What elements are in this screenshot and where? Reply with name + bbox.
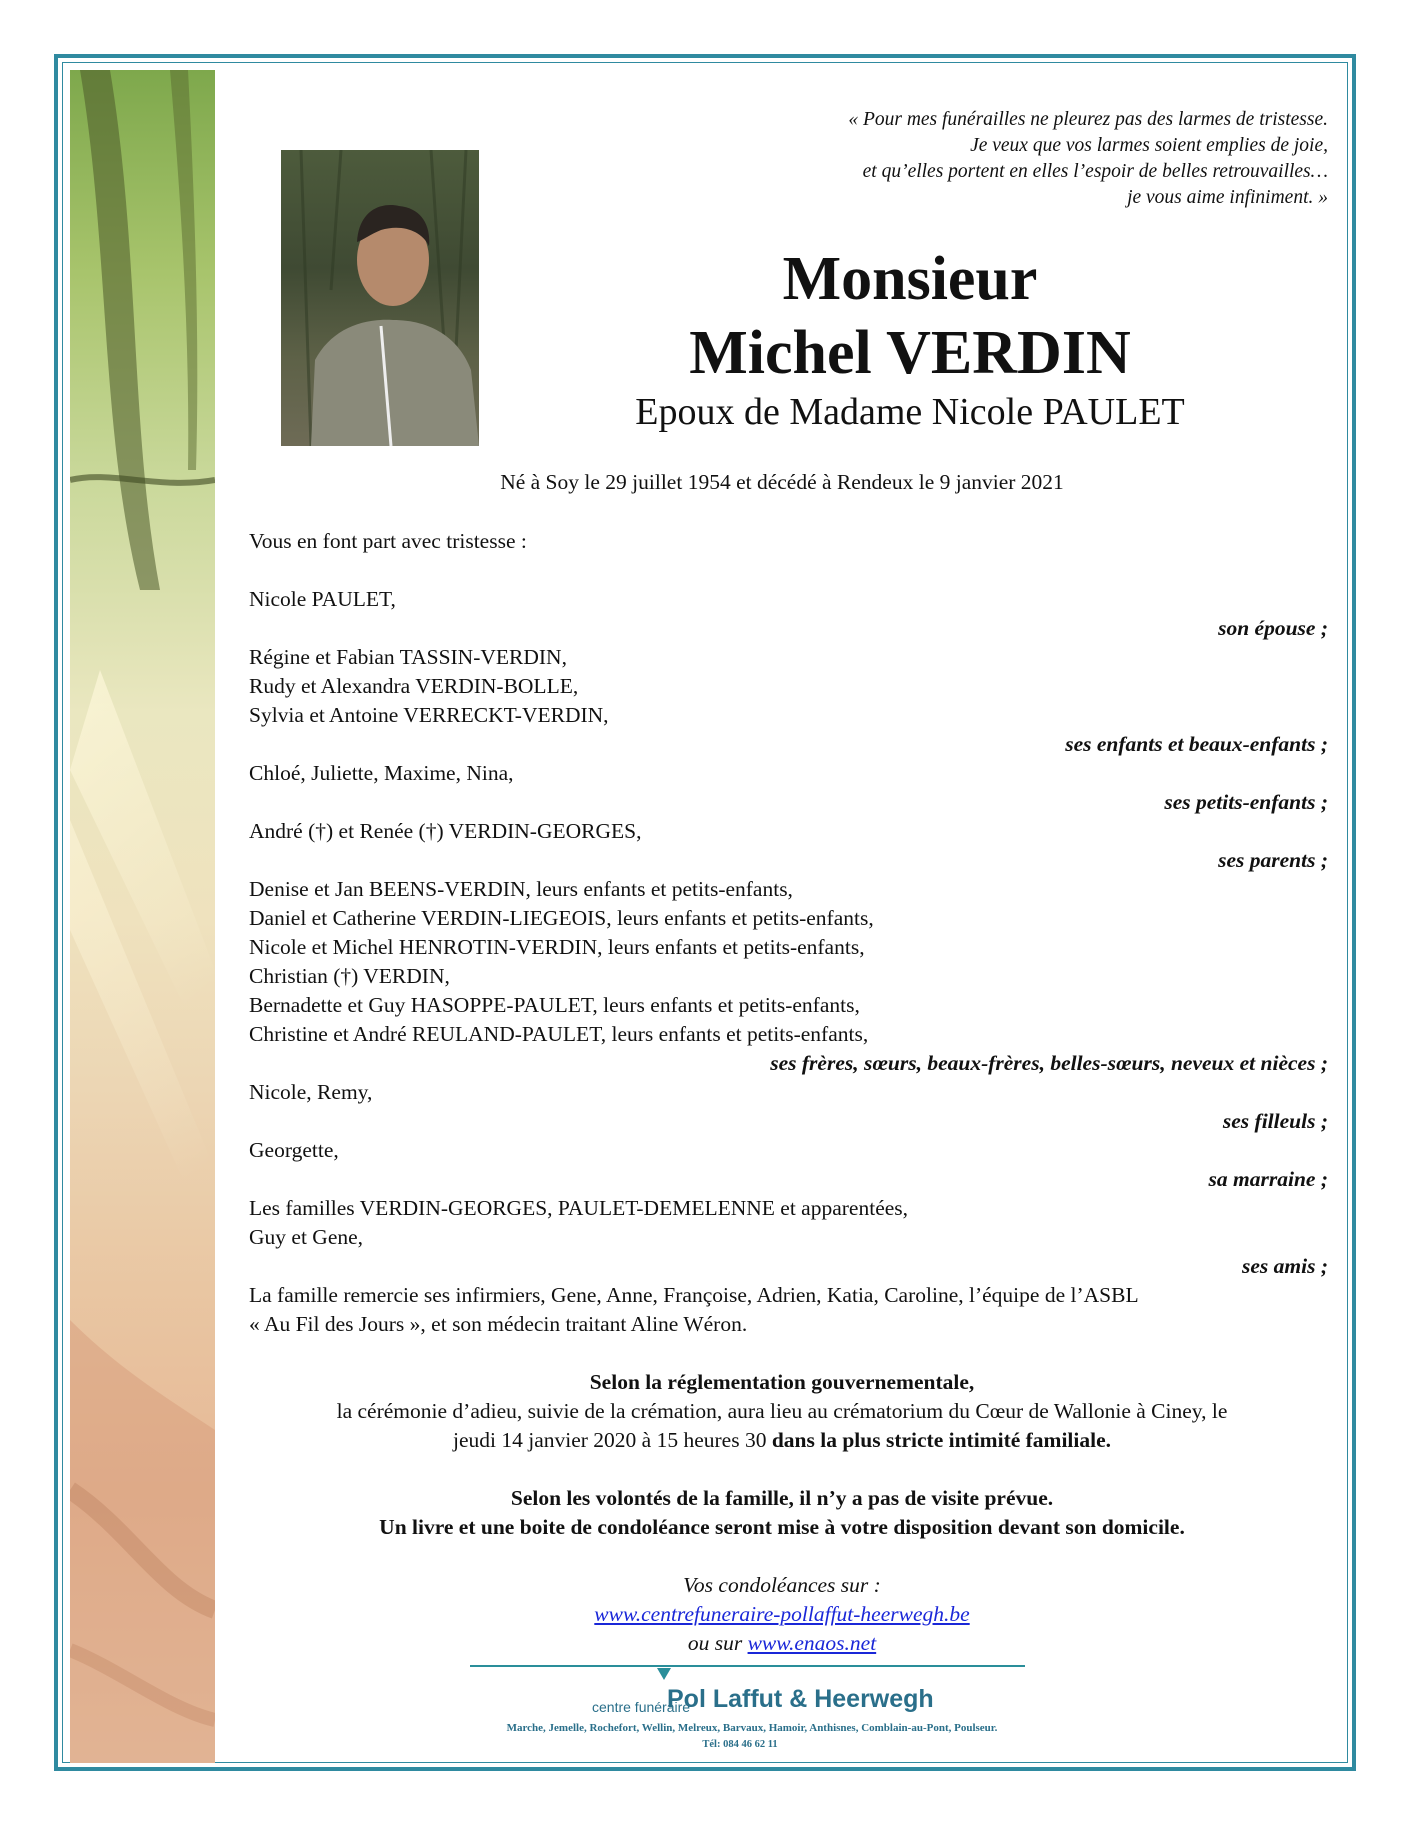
spouse-line: Epoux de Madame Nicole PAULET	[635, 391, 1185, 433]
family-name: André (†) et Renée (†) VERDIN-GEORGES,	[249, 819, 642, 843]
logo-divider	[470, 1665, 1025, 1667]
intro-line: Vous en font part avec tristesse :	[249, 529, 527, 553]
relation-label: ses filleuls ;	[1222, 1109, 1328, 1133]
family-name: Christian (†) VERDIN,	[249, 964, 450, 988]
ceremony-intimacy: dans la plus stricte intimité familiale.	[771, 1428, 1112, 1452]
quote-line: je vous aime infiniment. »	[1127, 187, 1328, 208]
ceremony-heading: Selon la réglementation gouvernementale,	[589, 1370, 975, 1394]
logo-phone: Tél: 084 46 62 11	[702, 1739, 778, 1750]
family-name: Guy et Gene,	[249, 1225, 364, 1249]
quote-line: et qu’elles portent en elles l’espoir de belles retrouvailles…	[862, 161, 1328, 182]
family-name: Chloé, Juliette, Maxime, Nina,	[249, 761, 514, 785]
family-name: Christine et André REULAND-PAULET, leurs enfants et petits-enfants,	[249, 1022, 869, 1046]
logo-cities: Marche, Jemelle, Rochefort, Wellin, Melreux, Barvaux, Hamoir, Anthisnes, Comblain-au-Pont, Poulseur.	[506, 1722, 998, 1734]
family-name: Nicole PAULET,	[249, 587, 396, 611]
family-name: Rudy et Alexandra VERDIN-BOLLE,	[249, 674, 579, 698]
honorific: Monsieur	[782, 245, 1038, 313]
relation-label: ses petits-enfants ;	[1164, 790, 1328, 814]
condolences-or: ou sur	[687, 1631, 748, 1655]
relation-label: ses enfants et beaux-enfants ;	[1065, 732, 1328, 756]
portrait-photo	[281, 150, 479, 446]
condolences-alt-row	[688, 1631, 876, 1656]
forest-path-image	[70, 70, 215, 1763]
funeral-home-link[interactable]: www.centrefuneraire-pollaffut-heerwegh.be	[594, 1602, 970, 1626]
family-name: Sylvia et Antoine VERRECKT-VERDIN,	[249, 703, 609, 727]
ceremony-details: la cérémonie d’adieu, suivie de la crémation, aura lieu au crématorium du Cœur de Wallonie à Ciney, le	[336, 1399, 1228, 1423]
relation-label: ses amis ;	[1242, 1254, 1328, 1278]
family-name: Georgette,	[249, 1138, 339, 1162]
ceremony-date	[453, 1428, 1111, 1453]
quote-line: « Pour mes funérailles ne pleurez pas des larmes de tristesse.	[848, 109, 1328, 130]
logo-name: Pol Laffut & Heerwegh	[667, 1685, 934, 1713]
family-name: Nicole, Remy,	[249, 1080, 373, 1104]
visit-line: Un livre et une boite de condoléance seront mise à votre disposition devant son domicile.	[379, 1515, 1185, 1539]
visit-line: Selon les volontés de la famille, il n’y a pas de visite prévue.	[510, 1486, 1054, 1510]
family-name: Les familles VERDIN-GEORGES, PAULET-DEMELENNE et apparentées,	[249, 1196, 909, 1220]
relation-label: son épouse ;	[1218, 616, 1328, 640]
enaos-link[interactable]: www.enaos.net	[747, 1631, 877, 1655]
relation-label: ses frères, sœurs, beaux-frères, belles-sœurs, neveux et nièces ;	[770, 1051, 1328, 1075]
logo-tagline: centre funéraire	[592, 1699, 691, 1715]
quote-line: Je veux que vos larmes soient emplies de joie,	[970, 135, 1328, 156]
ceremony-date-text: jeudi 14 janvier 2020 à 15 heures 30	[452, 1428, 772, 1452]
family-name: Nicole et Michel HENROTIN-VERDIN, leurs enfants et petits-enfants,	[249, 935, 865, 959]
condolences-label: Vos condoléances sur :	[683, 1573, 881, 1597]
family-name: Bernadette et Guy HASOPPE-PAULET, leurs enfants et petits-enfants,	[249, 993, 860, 1017]
birth-death-line: Né à Soy le 29 juillet 1954 et décédé à Rendeux le 9 janvier 2021	[500, 470, 1064, 494]
family-name: Daniel et Catherine VERDIN-LIEGEOIS, leurs enfants et petits-enfants,	[249, 906, 874, 930]
thanks-line: « Au Fil des Jours », et son médecin traitant Aline Wéron.	[249, 1312, 748, 1336]
deceased-name: Michel VERDIN	[689, 319, 1131, 387]
thanks-line: La famille remercie ses infirmiers, Gene, Anne, Françoise, Adrien, Katia, Caroline, l’équipe de l’ASBL	[249, 1283, 1139, 1307]
family-name: Denise et Jan BEENS-VERDIN, leurs enfants et petits-enfants,	[249, 877, 793, 901]
condolences-link-row	[594, 1602, 969, 1627]
logo-triangle-icon	[657, 1668, 671, 1680]
relation-label: sa marraine ;	[1208, 1167, 1328, 1191]
relation-label: ses parents ;	[1218, 848, 1328, 872]
family-name: Régine et Fabian TASSIN-VERDIN,	[249, 645, 567, 669]
